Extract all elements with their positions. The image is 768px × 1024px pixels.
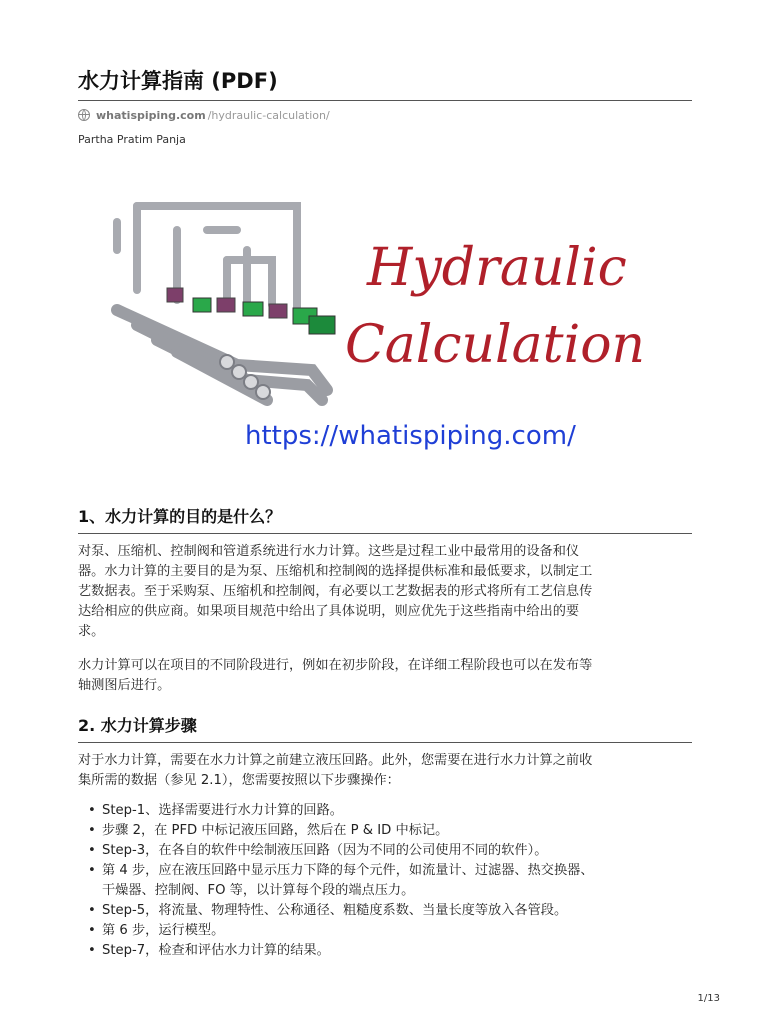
section-2-divider bbox=[78, 742, 692, 743]
source-domain-link[interactable]: whatispiping.com bbox=[96, 108, 206, 122]
globe-icon bbox=[78, 109, 90, 121]
paragraph-line: 艺数据表。至于采购泵、压缩机和控制阀，有必要以工艺数据表的形式将所有工艺信息传 bbox=[78, 584, 593, 599]
list-item: • 步骤 2，在 PFD 中标记液压回路，然后在 P & ID 中标记。 bbox=[78, 821, 692, 841]
paragraph-line: 集所需的数据（参见 2.1），您需要按照以下步骤操作： bbox=[78, 773, 400, 788]
section-1-heading: 1、水力计算的目的是什么？ bbox=[78, 507, 282, 526]
hero-title-line1: Hydraulic bbox=[367, 238, 627, 298]
piping-illustration bbox=[117, 206, 335, 400]
section-2-heading: 2. 水力计算步骤 bbox=[78, 716, 197, 735]
section-2-intro bbox=[78, 751, 692, 791]
paragraph-line: 达给相应的供应商。如果项目规范中给出了具体说明，则应优先于这些指南中给出的要 bbox=[78, 604, 580, 619]
paragraph-line: 水力计算可以在项目的不同阶段进行，例如在初步阶段，在详细工程阶段也可以在发布等 bbox=[78, 658, 593, 673]
page-title: 水力计算指南 (PDF) bbox=[78, 69, 278, 93]
hydraulic-calculation-banner bbox=[97, 190, 667, 450]
section-1-paragraph-1 bbox=[78, 542, 692, 642]
list-item-continuation: 干燥器、控制阀、FO 等，以计算每个段的端点压力。 bbox=[102, 883, 415, 898]
section-1-paragraph-2 bbox=[78, 656, 692, 696]
section-steps bbox=[78, 714, 692, 961]
paragraph-line: 对泵、压缩机、控制阀和管道系统进行水力计算。这些是过程工业中最常用的设备和仪 bbox=[78, 544, 580, 559]
hero-title-line2: Calculation bbox=[345, 315, 645, 375]
paragraph-line: 轴测图后进行。 bbox=[78, 678, 171, 693]
page-number: 1/13 bbox=[697, 993, 720, 1004]
hero-url[interactable]: https://whatispiping.com/ bbox=[245, 421, 576, 450]
list-item: • Step-1、选择需要进行水力计算的回路。 bbox=[78, 801, 692, 821]
title-divider bbox=[78, 100, 692, 101]
source-path: /hydraulic-calculation/ bbox=[207, 108, 330, 122]
section-purpose bbox=[78, 505, 692, 696]
steps-list bbox=[78, 801, 692, 961]
list-item: • Step-7，检查和评估水力计算的结果。 bbox=[78, 941, 692, 961]
page-header bbox=[78, 66, 692, 149]
source-line bbox=[78, 107, 692, 123]
paragraph-line: 对于水力计算，需要在水力计算之前建立液压回路。此外，您需要在进行水力计算之前收 bbox=[78, 753, 593, 768]
list-item: • 第 4 步，应在液压回路中显示压力下降的每个元件，如流量计、过滤器、热交换器、 bbox=[78, 861, 692, 881]
paragraph-line: 求。 bbox=[78, 624, 105, 639]
author-name: Partha Pratim Panja bbox=[78, 133, 186, 146]
paragraph-line: 器。水力计算的主要目的是为泵、压缩机和控制阀的选择提供标准和最低要求，以制定工 bbox=[78, 564, 593, 579]
list-item: • Step-3，在各自的软件中绘制液压回路（因为不同的公司使用不同的软件）。 bbox=[78, 841, 692, 861]
list-item: • Step-5，将流量、物理特性、公称通径、粗糙度系数、当量长度等放入各管段。 bbox=[78, 901, 692, 921]
hero-image bbox=[97, 190, 667, 450]
section-1-divider bbox=[78, 533, 692, 534]
list-item: • 第 6 步，运行模型。 bbox=[78, 921, 692, 941]
